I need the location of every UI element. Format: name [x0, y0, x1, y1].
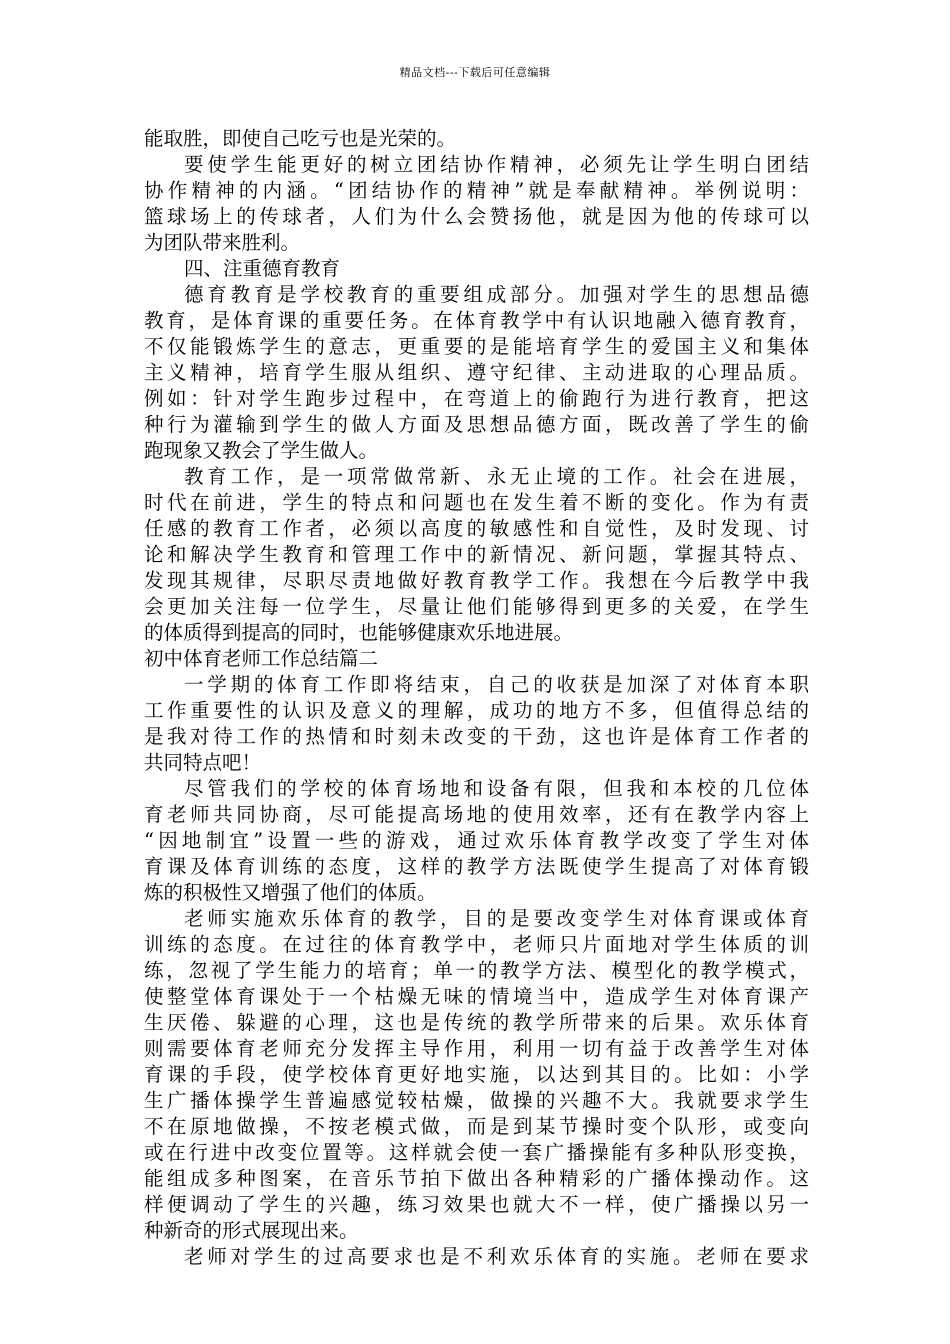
text-line: 老师实施欢乐体育的教学，目的是要改变学生对体育课或体育 [184, 907, 809, 930]
text-line: 尽管我们的学校的体育场地和设备有限，但我和本校的几位体 [184, 777, 809, 800]
text-line: 初中体育老师工作总结篇二 [144, 647, 379, 670]
text-line: 为团队带来胜利。 [144, 231, 301, 254]
text-line: 协作精神的内涵。“团结协作的精神”就是奉献精神。举例说明： [144, 179, 809, 202]
text-line: 不在原地做操，不按老模式做，而是到某节操时变个队形，或变向 [144, 1115, 809, 1138]
text-line: 种行为灌输到学生的做人方面及思想品德方面，既改善了学生的偷 [144, 413, 809, 436]
text-line: 生厌倦、躲避的心理，这也是传统的教学所带来的后果。欢乐体育 [144, 1011, 809, 1034]
text-line: 练，忽视了学生能力的培育；单一的教学方法、模型化的教学模式， [144, 959, 809, 982]
text-line: 的体质得到提高的同时，也能够健康欢乐地进展。 [144, 621, 574, 644]
text-line: 共同特点吧！ [144, 751, 262, 774]
text-line: 样便调动了学生的兴趣，练习效果也就大不一样，使广播操以另一 [144, 1193, 809, 1216]
text-line: 不仅能锻炼学生的意志，更重要的是能培育学生的爱国主义和集体 [144, 335, 809, 358]
text-line: 是我对待工作的热情和时刻未改变的干劲，这也许是体育工作者的 [144, 725, 809, 748]
text-line: 教育工作，是一项常做常新、永无止境的工作。社会在进展， [184, 465, 809, 488]
text-line: 训练的态度。在过往的体育教学中，老师只片面地对学生体质的训 [144, 933, 809, 956]
page-header: 精品文档---下载后可任意编辑 [399, 66, 551, 79]
text-line: 育老师共同协商，尽可能提高场地的使用效率，还有在教学内容上 [144, 803, 809, 826]
text-line: 能组成多种图案，在音乐节拍下做出各种精彩的广播体操动作。这 [144, 1167, 809, 1190]
text-line: 教育，是体育课的重要任务。在体育教学中有认识地融入德育教育， [144, 309, 809, 332]
text-line: 育课及体育训练的态度，这样的教学方法既使学生提高了对体育锻 [144, 855, 809, 878]
text-line: 跑现象又教会了学生做人。 [144, 439, 379, 462]
text-line: 老师对学生的过高要求也是不利欢乐体育的实施。老师在要求 [184, 1245, 809, 1268]
text-line: 德育教育是学校教育的重要组成部分。加强对学生的思想品德 [184, 283, 809, 306]
text-line: 发现其规律，尽职尽责地做好教育教学工作。我想在今后教学中我 [144, 569, 809, 592]
text-line: 四、注重德育教育 [184, 257, 341, 280]
text-line: 一学期的体育工作即将结束，自己的收获是加深了对体育本职 [184, 673, 809, 696]
text-line: 论和解决学生教育和管理工作中的新情况、新问题，掌握其特点、 [144, 543, 809, 566]
text-line: “因地制宜”设置一些的游戏，通过欢乐体育教学改变了学生对体 [144, 829, 809, 852]
text-line: 主义精神，培育学生服从组织、遵守纪律、主动进取的心理品质。 [144, 361, 809, 384]
text-line: 种新奇的形式展现出来。 [144, 1219, 359, 1242]
text-line: 生广播体操学生普遍感觉较枯燥，做操的兴趣不大。我就要求学生 [144, 1089, 809, 1112]
text-line: 会更加关注每一位学生，尽量让他们能够得到更多的关爱，在学生 [144, 595, 809, 618]
text-line: 炼的积极性又增强了他们的体质。 [144, 881, 437, 904]
text-line: 育课的手段，使学校体育更好地实施，以达到其目的。比如：小学 [144, 1063, 809, 1086]
text-line: 则需要体育老师充分发挥主导作用，利用一切有益于改善学生对体 [144, 1037, 809, 1060]
document-body [144, 126, 809, 1270]
text-line: 篮球场上的传球者，人们为什么会赞扬他，就是因为他的传球可以 [144, 205, 809, 228]
text-line: 时代在前进，学生的特点和问题也在发生着不断的变化。作为有责 [144, 491, 809, 514]
text-line: 工作重要性的认识及意义的理解，成功的地方不多，但值得总结的 [144, 699, 809, 722]
text-line: 使整堂体育课处于一个枯燥无味的情境当中，造成学生对体育课产 [144, 985, 809, 1008]
text-line: 任感的教育工作者，必须以高度的敏感性和自觉性，及时发现、讨 [144, 517, 809, 540]
text-line: 或在行进中改变位置等。这样就会使一套广播操能有多种队形变换， [144, 1141, 809, 1164]
text-line: 要使学生能更好的树立团结协作精神，必须先让学生明白团结 [184, 153, 809, 176]
text-line: 例如：针对学生跑步过程中，在弯道上的偷跑行为进行教育，把这 [144, 387, 809, 410]
text-line: 能取胜，即使自己吃亏也是光荣的。 [144, 127, 457, 150]
